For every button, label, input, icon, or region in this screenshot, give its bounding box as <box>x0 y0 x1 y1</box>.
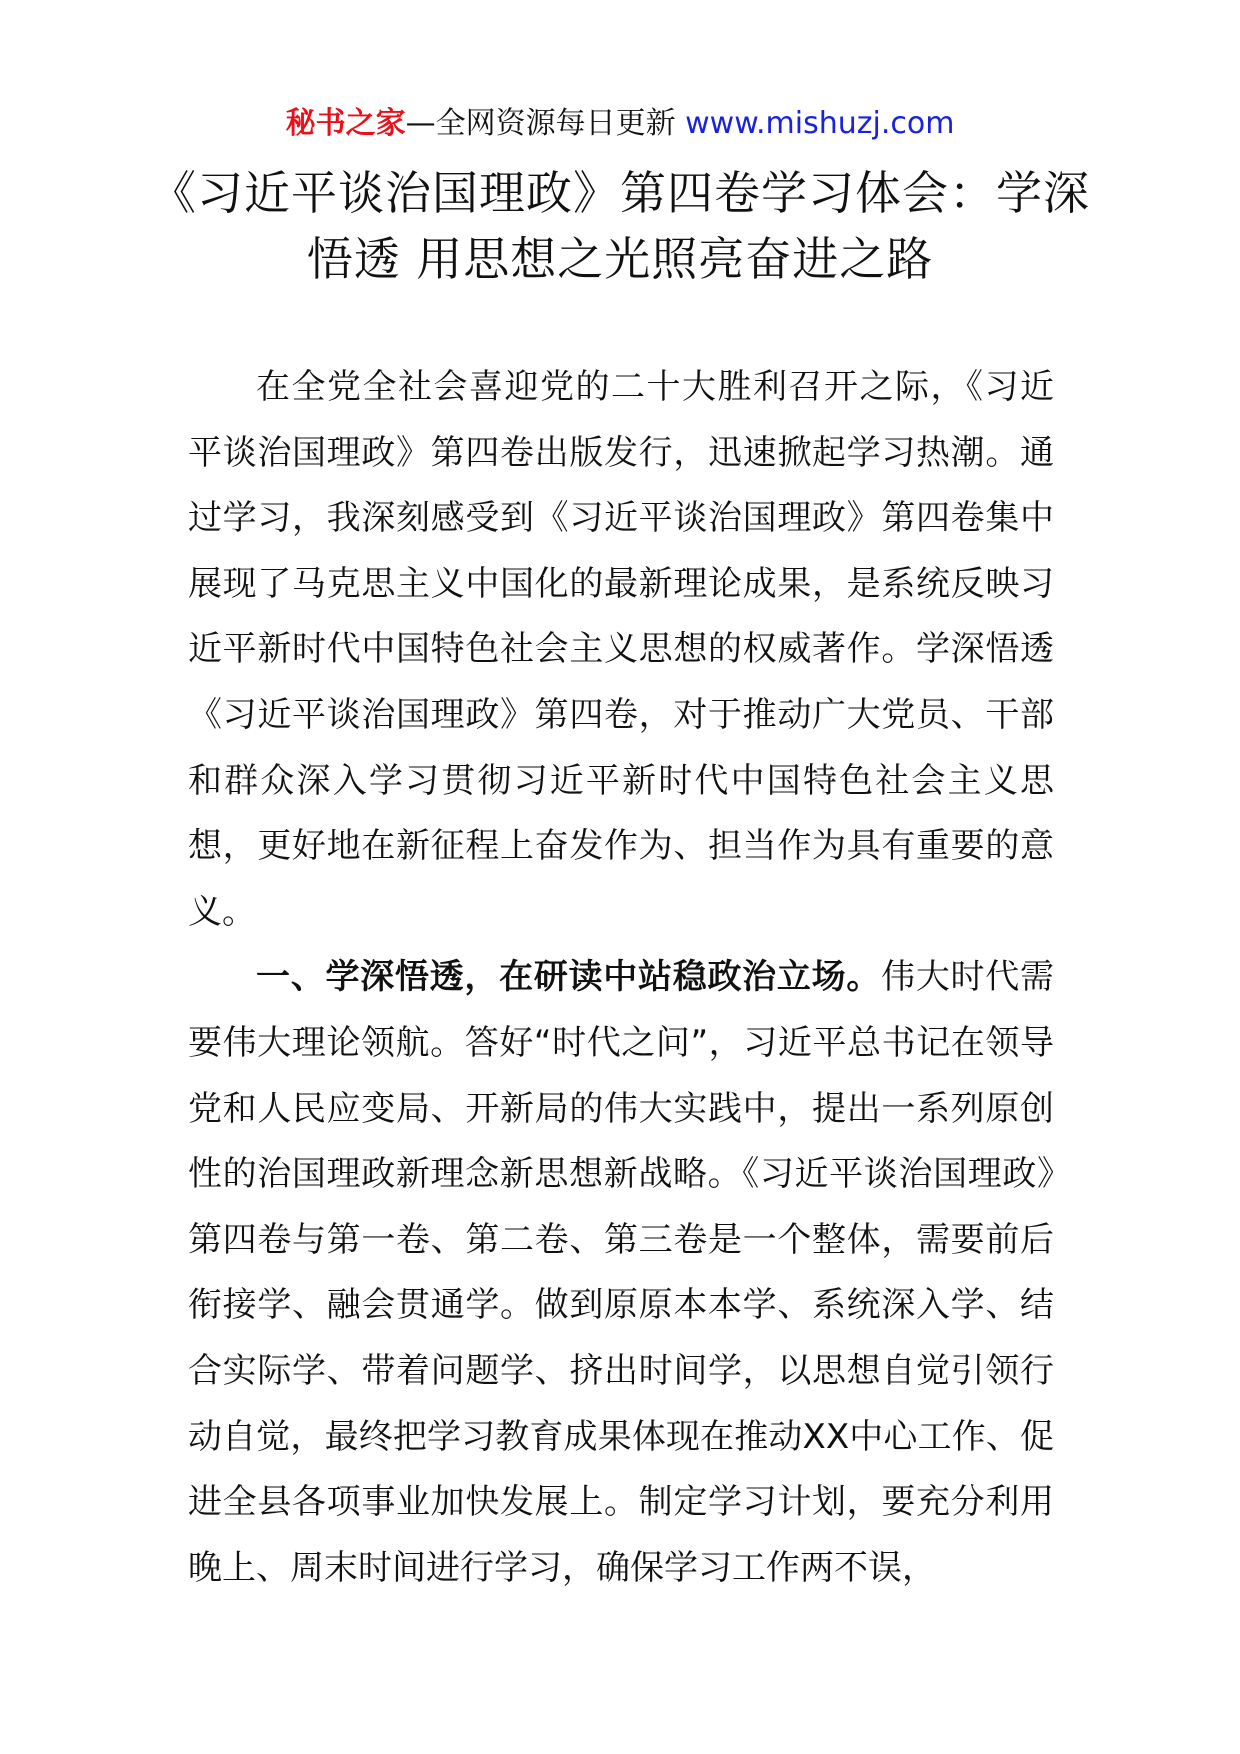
document-title: 《习近平谈治国理政》第四卷学习体会：学深悟透 用思想之光照亮奋进之路 <box>150 166 1090 286</box>
paragraph-section-one <box>188 945 1054 1601</box>
watermark-header <box>0 104 1240 144</box>
site-url-link[interactable]: www.mishuzj.com <box>685 106 955 141</box>
section-one-text: 伟大时代需要伟大理论领航。答好“时代之问”，习近平总书记在领导党和人民应变局、开新局的伟大实践中，提出一系列原创性的治国理政新理念新思想新战略。《习近平谈治国理政》第四卷与第一卷、第二卷、第三卷是一个整体，需要前后衔接学、融会贯通学。做到原原本本学、系统深入学、结合实际学、带着问题学、挤出时间学，以思想自觉引领行动自觉，最终把学习教育成果体现在推动XX中心工作、促进全县各项事业加快发展上。制定学习计划，要充分利用晚上、周末时间进行学习，确保学习工作两不误， <box>188 957 1055 1588</box>
document-body <box>188 355 1054 1601</box>
paragraph-intro-text: 在全党全社会喜迎党的二十大胜利召开之际，《习近平谈治国理政》第四卷出版发行，迅速掀起学习热潮。通过学习，我深刻感受到《习近平谈治国理政》第四卷集中展现了马克思主义中国化的最新理论成果，是系统反映习近平新时代中国特色社会主义思想的权威著作。学深悟透《习近平谈治国理政》第四卷，对于推动广大党员、干部和群众深入学习贯彻习近平新时代中国特色社会主义思想，更好地在新征程上奋发作为、担当作为具有重要的意义。 <box>188 367 1054 932</box>
paragraph-intro <box>188 355 1054 945</box>
header-tagline: —全网资源每日更新 <box>405 106 686 141</box>
brand-name: 秘书之家 <box>285 106 406 141</box>
section-one-heading: 一、学深悟透，在研读中站稳政治立场。 <box>256 957 882 998</box>
